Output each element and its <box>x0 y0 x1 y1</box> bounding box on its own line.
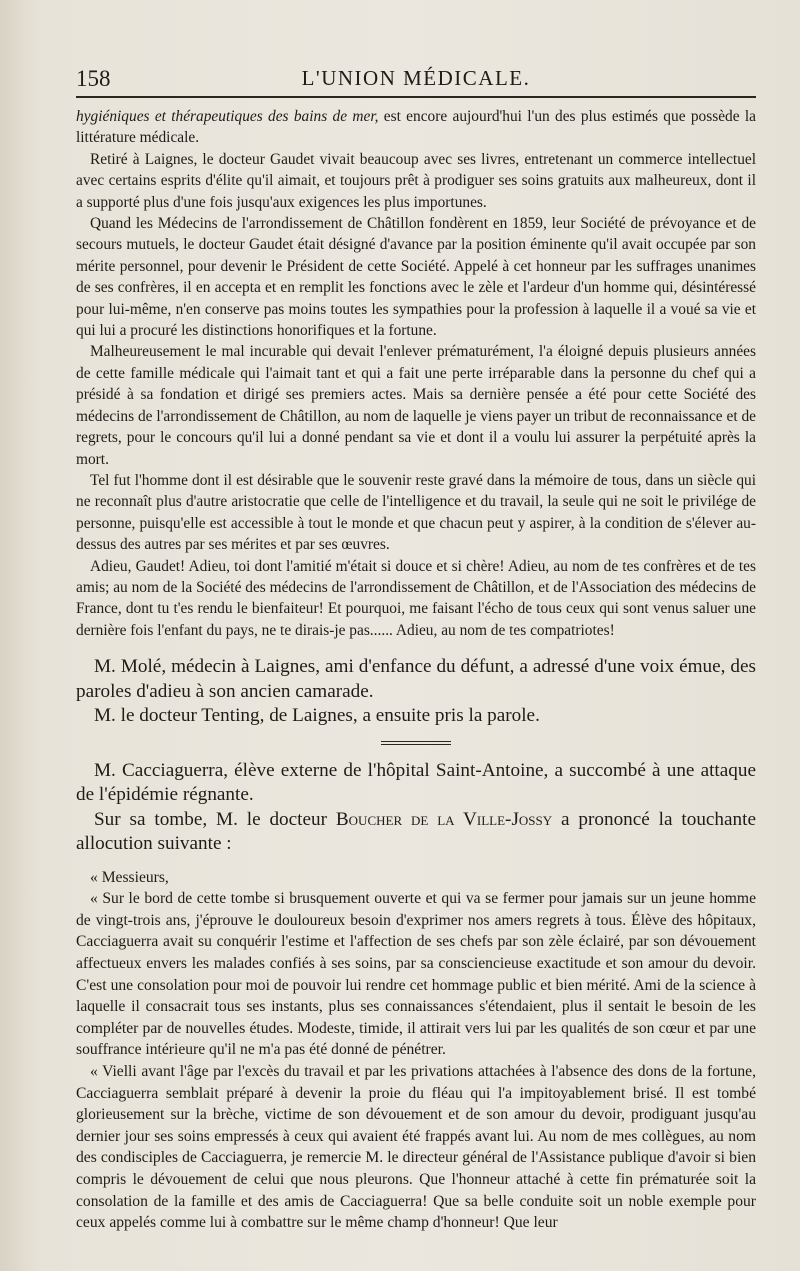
paragraph: Sur sa tombe, M. le docteur Boucher de la Ville-Jossy a prononcé la touchante allocution suivante : <box>76 808 756 855</box>
page-number: 158 <box>76 66 111 91</box>
paragraph: M. Cacciaguerra, élève externe de l'hôpital Saint-Antoine, a succombé à une attaque de l'épidémie régnante. <box>76 759 756 806</box>
speech-cacciaguerra <box>76 867 756 1234</box>
funeral-notes <box>76 655 756 857</box>
paragraph: Tel fut l'homme dont il est désirable que le souvenir reste gravé dans la mémoire de tous, dans un siècle qui ne reconnaît plus d'autre aristocratie que celle de l'intelligence et du travail, la seule qui ne soit le privilége de personne, puisqu'elle est accessible à tout le monde et que chacun peut y aspirer, à la condition de s'élever au-dessus des autres par ses mérites et par ses œuvres. <box>76 471 756 554</box>
paragraph: M. Molé, médecin à Laignes, ami d'enfance du défunt, a adressé d'une voix émue, des paroles d'adieu à son ancien camarade. <box>76 656 756 702</box>
paragraph: Malheureusement le mal incurable qui devait l'enlever prématurément, l'a éloigné depuis plusieurs années de cette famille médicale qui l'aimait tant et qui a fait une perte irréparable dans la personne du chef qui a présidé à sa fondation et dirigé ses premiers actes. Mais sa dernière pensée a été pour cette Société des médecins de l'arrondissement de Châtillon, au nom de laquelle je viens payer un tribut de reconnaissance et de regrets, pour le concours qu'il lui a donné pendant sa vie et dont il a voulu lui assurer la perpétuité après la mort. <box>76 343 756 468</box>
paragraph: « Sur le bord de cette tombe si brusquement ouverte et qui va se fermer pour jamais sur un jeune homme de vingt-trois ans, j'éprouve le douloureux besoin d'exprimer nos amers regrets à tous. Élève des hôpitaux, Cacciaguerra avait su conquérir l'estime et l'affection de ses chefs par son zèle éclairé, par son dévouement affectueux envers les malades confiés à ses soins, par sa consciencieuse exactitude et son amour du devoir. C'est une consolation pour moi de pouvoir lui rendre cet hommage public et bien mérité. Ami de la science à laquelle il consacrait tous ses instants, plus ses connaissances s'étendaient, plus il sentait le besoin de les compléter par de nouvelles études. Modeste, timide, il attirait vers lui par les qualités de son cœur et par une souffrance intérieure qu'il ne m'a pas été donné de pénétrer. <box>76 890 756 1059</box>
paragraph: hygiéniques et thérapeutiques des bains de mer, est encore aujourd'hui l'un des plus estimés que possède la littérature médicale. <box>76 108 756 147</box>
book-title: hygiéniques et thérapeutiques des bains de mer, <box>76 108 379 125</box>
running-head: L'UNION MÉDICALE. <box>301 66 531 90</box>
article-body <box>76 106 756 1234</box>
paragraph: « Vielli avant l'âge par l'excès du travail et par les privations attachées à l'absence des dons de la fortune, Cacciaguerra semblait préparé à devenir la proie du fléau qui l'a impitoyablement brisé. Il est tombé glorieusement sur la brèche, victime de son dévouement et de son amour du devoir, prodiguant jusqu'au dernier jour ses soins empressés à ceux qui avaient été frappés avant lui. Au nom de mes collègues, au nom des condisciples de Cacciaguerra, je remercie M. le directeur général de l'Assistance publique d'avoir si bien compris le dévouement de celui que nous pleurons. Que l'honneur attaché à cette fin prématurée soit la consolation de la famille et des amis de Cacciaguerra! Que sa belle conduite soit un noble exemple pour ceux appelés comme lui à combattre sur le même champ d'honneur! Que leur <box>76 1063 756 1232</box>
speech-salutation: « Messieurs, <box>90 868 169 886</box>
section-divider <box>381 741 451 745</box>
obituary-gaudet <box>76 106 756 641</box>
paragraph: M. le docteur Tenting, de Laignes, a ensuite pris la parole. <box>94 705 540 727</box>
paragraph: Quand les Médecins de l'arrondissement de Châtillon fondèrent en 1859, leur Société de prévoyance et de secours mutuels, le docteur Gaudet était désigné d'avance par la position éminente qu'il avait occupée par son mérite personnel, pour devenir le Président de cette Société. Appelé à cet honneur par les suffrages unanimes de ses confrères, il en accepta et en remplit les fonctions avec le zèle et l'ardeur d'un homme qui, désintéressé pour lui-même, n'en conserve pas moins toutes les sympathies pour la profession à laquelle il a voué sa vie et qui lui a procuré les distinctions honorifiques et la fortune. <box>76 215 756 340</box>
speaker-name: Boucher de la Ville-Jossy <box>335 808 553 830</box>
page-header <box>76 60 756 98</box>
paragraph: Retiré à Laignes, le docteur Gaudet vivait beaucoup avec ses livres, entretenant un commerce intellectuel avec certains esprits d'élite qu'il aimait, et toujours prêt à prodiguer ses soins gratuits aux malheureux, dont il a supporté plus d'une fois jusqu'aux exigences les plus importunes. <box>76 150 756 211</box>
paragraph: Adieu, Gaudet! Adieu, toi dont l'amitié m'était si douce et si chère! Adieu, au nom de tes confrères et de tes amis; au nom de la Société des médecins de l'arrondissement de Châtillon, et de l'Association des médecins de France, dont tu t'es rendu le bienfaiteur! Et pourquoi, me faisant l'écho de tous ceux qui sont venus saluer une dernière fois l'enfant du pays, ne te dirais-je pas...... Adieu, au nom de tes compatriotes! <box>76 557 756 639</box>
